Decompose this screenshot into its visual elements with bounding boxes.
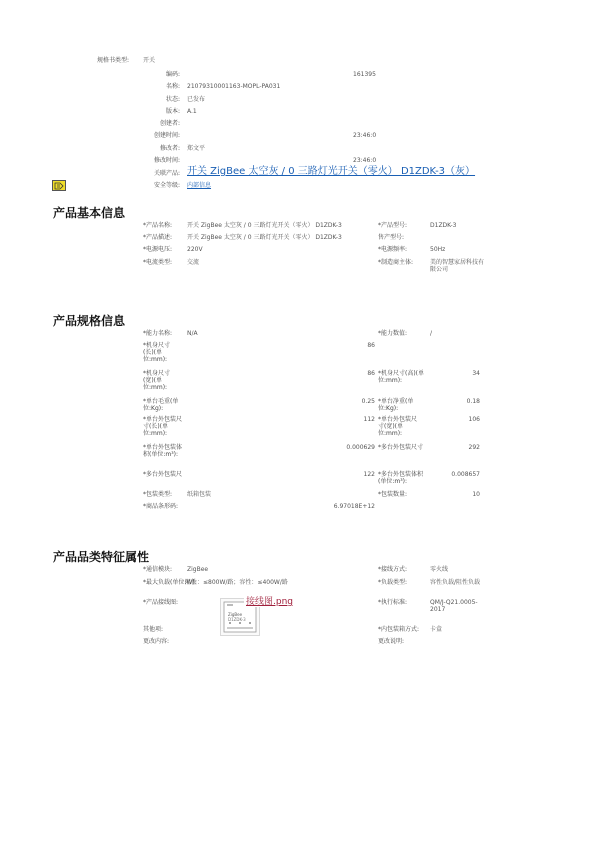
product-name-value: 开关 ZigBee 太空灰 / 0 三路灯光开关（零火） D1ZDK-3 bbox=[187, 222, 342, 229]
change-reason-label: 更改说明: bbox=[378, 638, 405, 645]
gross-weight-label: *单台毛重(单位:Kg): bbox=[143, 398, 179, 412]
basic-info-title: 产品基本信息 bbox=[53, 206, 126, 220]
spec-type-value: 开关 bbox=[143, 57, 156, 64]
manufacturer-label: *制造商主体: bbox=[378, 259, 414, 266]
name-value: 21079310001163-MOPL-PA031 bbox=[187, 83, 281, 90]
pkg-length-label: *单台外包装尺寸(长)(单位:mm): bbox=[143, 416, 183, 437]
pkg-qty-label: *包装数量: bbox=[378, 491, 408, 498]
change-content-label: 更改内容: bbox=[143, 638, 170, 645]
multi-pkg-volume-value: 0.008657 bbox=[451, 471, 480, 478]
name-label: 名称: bbox=[165, 83, 180, 90]
spec-info-title: 产品规格信息 bbox=[53, 314, 126, 328]
manufacturer-value: 美的智慧家居科技有限公司 bbox=[430, 259, 485, 273]
wiring-diagram-link[interactable]: 接线图.png bbox=[246, 597, 293, 607]
gross-weight-value: 0.25 bbox=[361, 398, 375, 405]
frequency-value: 50Hz bbox=[430, 246, 446, 253]
multi-pkg-value: 122 bbox=[363, 471, 375, 478]
barcode-label: *商品条形码: bbox=[143, 503, 179, 510]
wiring-diagram-label: *产品接线图: bbox=[143, 599, 179, 606]
created-time-value: 23:46:0 bbox=[353, 132, 377, 139]
product-desc-label: *产品描述: bbox=[143, 234, 173, 241]
wiring-label: *接线方式: bbox=[378, 566, 408, 573]
spec-type-label: 规格书类型: bbox=[97, 57, 130, 64]
barcode-value: 6.97018E+12 bbox=[333, 503, 375, 510]
max-load-label: *最大负载(单位:W): bbox=[143, 579, 197, 586]
function-name-label: *能力名称: bbox=[143, 330, 173, 337]
function-count-value: / bbox=[430, 330, 433, 337]
body-length-label: *机身尺寸(长)(单位:mm): bbox=[143, 342, 171, 363]
comm-module-label: *通信模块: bbox=[143, 566, 173, 573]
net-weight-value: 0.18 bbox=[466, 398, 480, 405]
pkg-width-label: *单台外包装尺寸(宽)(单位:mm): bbox=[378, 416, 418, 437]
pkg-type-label: *包装类型: bbox=[143, 491, 173, 498]
code-label: 编码: bbox=[165, 71, 180, 78]
pkg-width-value: 106 bbox=[468, 416, 480, 423]
modifier-label: 修改者: bbox=[159, 145, 180, 152]
standard-label: *执行标准: bbox=[378, 599, 408, 606]
attachment-icon-glyph bbox=[54, 182, 64, 190]
thumb-caption: ZigBee bbox=[228, 612, 243, 617]
comm-module-value: ZigBee bbox=[187, 566, 209, 573]
current-type-label: *电流类型: bbox=[143, 259, 173, 266]
voltage-value: 220V bbox=[187, 246, 203, 253]
multi-pkg-size-value: 292 bbox=[468, 444, 480, 451]
load-type-label: *负载类型: bbox=[378, 579, 408, 586]
sale-model-label: 售产型号: bbox=[378, 234, 405, 241]
status-value: 已发布 bbox=[187, 96, 206, 103]
body-height-label: *机身尺寸(高)(单位:mm): bbox=[378, 370, 425, 384]
pkg-volume-value: 0.000629 bbox=[346, 444, 375, 451]
code-value: 161395 bbox=[353, 71, 376, 78]
modified-time-label: 修改时间: bbox=[153, 157, 180, 164]
multi-pkg-size-label: *多台外包装尺寸 bbox=[378, 444, 424, 451]
security-level-value[interactable]: 内部信息 bbox=[187, 182, 212, 189]
modifier-value: 郑文平 bbox=[187, 145, 206, 152]
frequency-label: *电源频率: bbox=[378, 246, 408, 253]
modified-time-value: 23:46:0 bbox=[353, 157, 377, 164]
attachment-icon[interactable] bbox=[52, 180, 66, 191]
body-width-label: *机身尺寸(宽)(单位:mm): bbox=[143, 370, 171, 391]
thumb-subcaption: D1ZDK-3 bbox=[228, 617, 246, 622]
inner-pkg-label: *内包装箱方式: bbox=[378, 626, 420, 633]
wiring-value: 零火线 bbox=[430, 566, 449, 573]
security-level-label: 安全等级: bbox=[153, 182, 180, 189]
body-width-value: 86 bbox=[367, 370, 375, 377]
multi-pkg-label: *多台外包装尺 bbox=[143, 471, 183, 478]
voltage-label: *电源电压: bbox=[143, 246, 173, 253]
net-weight-label: *单台净重(单位:Kg): bbox=[378, 398, 414, 412]
other-label: 其他项: bbox=[143, 626, 164, 633]
product-model-label: *产品型号: bbox=[378, 222, 408, 229]
pkg-volume-label: *单台外包装体积(单位:m³): bbox=[143, 444, 183, 458]
product-model-value: D1ZDK-3 bbox=[430, 222, 457, 229]
function-name-value: N/A bbox=[187, 330, 198, 337]
version-value: A.1 bbox=[187, 108, 197, 115]
current-type-value: 交流 bbox=[187, 259, 200, 266]
status-label: 状态: bbox=[165, 96, 180, 103]
creator-label: 创建者: bbox=[159, 120, 180, 127]
max-load-value: 阻性：≤800W/路；容性：≤400W/路 bbox=[185, 579, 288, 586]
pkg-length-value: 112 bbox=[363, 416, 375, 423]
category-info-title: 产品品类特征属性 bbox=[53, 550, 150, 564]
product-name-label: *产品名称: bbox=[143, 222, 173, 229]
multi-pkg-volume-label: *多台外包装体积(单位:m³): bbox=[378, 471, 424, 485]
related-product-label: 关联产品: bbox=[153, 170, 180, 177]
version-label: 版本: bbox=[165, 108, 180, 115]
load-type-value: 容性负载/阻性负载 bbox=[430, 579, 481, 586]
standard-value: QM/J-Q21.0005-2017 bbox=[430, 599, 478, 613]
function-count-label: *能力数值: bbox=[378, 330, 408, 337]
body-height-value: 34 bbox=[472, 370, 480, 377]
related-product-link[interactable]: 开关 ZigBee 太空灰 / 0 三路灯光开关（零火） D1ZDK-3（灰） bbox=[187, 166, 476, 177]
inner-pkg-value: 卡盒 bbox=[430, 626, 443, 633]
product-desc-value: 开关 ZigBee 太空灰 / 0 三路灯光开关（零火） D1ZDK-3 bbox=[187, 234, 342, 241]
pkg-type-value: 纸箱包装 bbox=[187, 491, 212, 498]
created-time-label: 创建时间: bbox=[153, 132, 180, 139]
body-length-value: 86 bbox=[367, 342, 375, 349]
pkg-qty-value: 10 bbox=[472, 491, 480, 498]
